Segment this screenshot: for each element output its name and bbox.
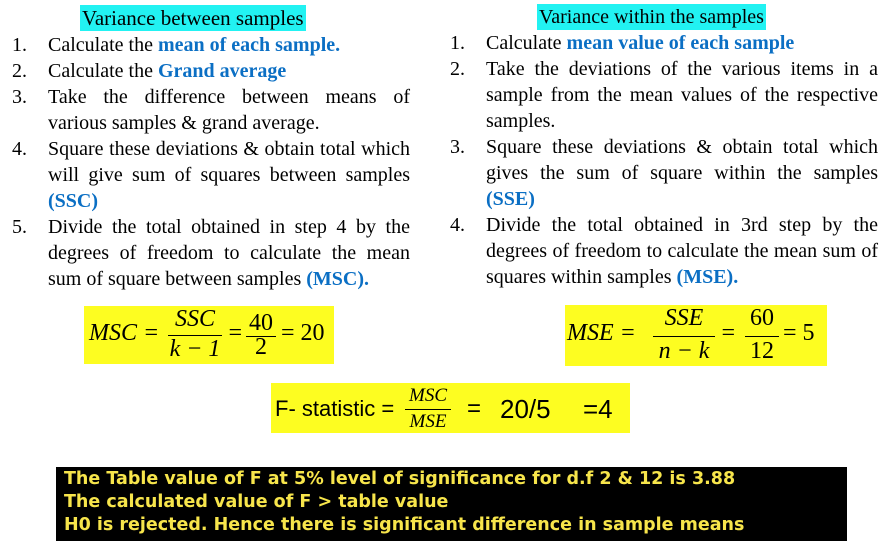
mse-lhs: MSE = [567, 320, 636, 346]
step-text: Calculate the [48, 60, 158, 82]
mse-numerator: SSE [664, 305, 704, 331]
f-denominator: MSE [409, 411, 447, 432]
mse-denominator: n − k [658, 338, 710, 364]
step-item [450, 56, 878, 134]
step-item [12, 32, 410, 58]
step-text: Divide the total obtained in step 4 by the degrees of freedom to calculate the mean sum of square between samples [48, 216, 410, 290]
step-number: 2. [450, 58, 465, 80]
step-item [450, 30, 878, 56]
f-ratio: 20/5 [500, 394, 551, 424]
step-number: 3. [450, 136, 465, 158]
step-text: Take the difference between means of various samples & grand average. [48, 86, 410, 134]
msc-value-denominator: 2 [255, 334, 267, 360]
step-number: 2. [12, 60, 27, 82]
mse-formula [565, 305, 827, 366]
step-text: Divide the total obtained in 3rd step by the degrees of freedom to calculate the mean sum of squares within samples [486, 214, 878, 288]
between-samples-heading: Variance between samples [82, 6, 304, 30]
step-item [12, 214, 410, 292]
step-number: 1. [12, 34, 27, 56]
between-samples-steps [12, 32, 410, 292]
within-samples-heading: Variance within the samples [539, 6, 764, 28]
step-item [12, 58, 410, 84]
step-item [12, 84, 410, 136]
msc-numerator: SSC [174, 306, 215, 332]
f-statistic-fraction [405, 383, 451, 433]
f-result: =4 [583, 394, 613, 424]
mse-fraction [653, 305, 715, 366]
msc-formula [84, 306, 334, 364]
mse-value-denominator: 12 [750, 338, 774, 364]
step-number: 4. [450, 214, 465, 236]
step-item [12, 136, 410, 214]
step-number: 3. [12, 86, 27, 108]
msc-equals: = [227, 320, 244, 346]
step-text: Square these deviations & obtain total which gives the sum of square within the samples [486, 136, 878, 184]
step-text: Calculate [486, 32, 567, 54]
f-statistic-label: F- statistic = [275, 396, 395, 421]
msc-denominator: k − 1 [169, 336, 221, 362]
step-emphasis: (SSE) [486, 188, 535, 210]
step-text: Take the deviations of the various items in a sample from the mean values of the respective samples. [486, 58, 878, 132]
mse-value-fraction [745, 305, 779, 366]
step-item [450, 212, 878, 290]
mse-value-numerator: 60 [750, 305, 774, 331]
step-emphasis: mean of each sample. [157, 34, 341, 56]
conclusion-line-1: The Table value of F at 5% level of significance for d.f 2 & 12 is 3.88 [64, 469, 736, 489]
step-text: Square these deviations & obtain total which will give sum of squares between samples [48, 138, 410, 186]
step-emphasis: (MSC). [306, 268, 370, 290]
f-equals: = [467, 395, 482, 422]
step-emphasis: mean value of each sample [566, 32, 795, 54]
conclusion-box [56, 467, 847, 541]
f-statistic-box [271, 383, 630, 433]
step-item [450, 134, 878, 212]
conclusion-line-2: The calculated value of F > table value [64, 492, 449, 512]
mse-equals: = [720, 320, 737, 346]
within-samples-steps [450, 30, 878, 290]
msc-result: = 20 [281, 320, 325, 346]
mse-result: = 5 [783, 320, 815, 346]
msc-value-fraction [246, 310, 276, 364]
step-number: 1. [450, 32, 465, 54]
msc-fraction [168, 306, 222, 364]
msc-value-numerator: 40 [249, 310, 273, 336]
step-emphasis: (SSC) [48, 190, 99, 212]
msc-lhs: MSC = [89, 320, 160, 346]
step-number: 4. [12, 138, 27, 160]
f-numerator: MSC [409, 385, 447, 406]
step-text: Calculate the [48, 34, 158, 56]
step-emphasis: (MSE). [676, 266, 739, 288]
step-emphasis: Grand average [157, 60, 287, 82]
step-number: 5. [12, 216, 27, 238]
conclusion-line-3: H0 is rejected. Hence there is significant difference in sample means [64, 515, 745, 535]
